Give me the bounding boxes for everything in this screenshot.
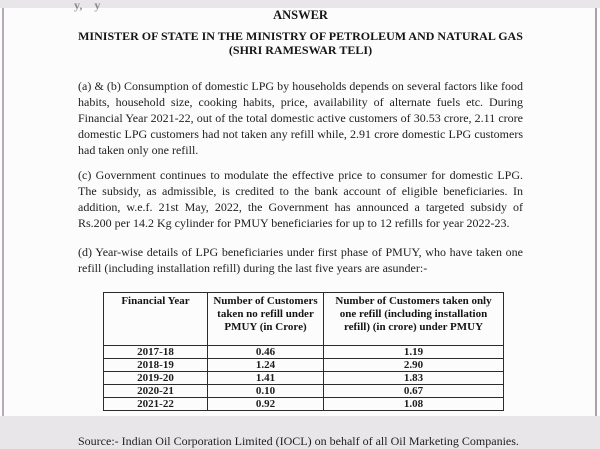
scan-edge-right xyxy=(595,8,597,416)
table-cell-year: 2020-21 xyxy=(104,385,208,398)
table-cell-one-refill: 2.90 xyxy=(324,359,504,372)
table-cell-one-refill: 1.19 xyxy=(324,346,504,359)
table-cell-year: 2019-20 xyxy=(104,372,208,385)
table-header-row xyxy=(104,293,504,346)
minister-heading-line2: (SHRI RAMESWAR TELI) xyxy=(228,42,373,57)
paragraph-d: (d) Year-wise details of LPG beneficiaries under first phase of PMUY, who have taken one refill (including installation refill) during the last five years are asunder:- xyxy=(78,245,523,275)
table-row xyxy=(104,359,504,372)
table-row xyxy=(104,398,504,411)
paragraph-a-b: (a) & (b) Consumption of domestic LPG by households depends on several factors like food habits, household size, cooking habits, price, availability of alternate fuels etc. During Financial Year 2021-22, out of the total domestic active customers of 30.53 crore, 2.11 crore domestic LPG customers had not taken any refill while, 2.91 crore domestic LPG customers had taken only one refill. xyxy=(78,79,523,157)
table-header-financial-year: Financial Year xyxy=(104,293,208,346)
table-header-one-refill: Number of Customers taken only one refill (including installation refill) (in crore) under PMUY xyxy=(324,293,504,346)
clipped-text-fragment: y, y xyxy=(74,0,101,12)
scan-edge-left xyxy=(2,8,4,416)
minister-heading xyxy=(78,30,523,57)
paragraph-c: (c) Government continues to modulate the effective price to consumer for domestic LPG. The subsidy, as admissible, is credited to the bank account of eligible beneficiaries. In addition, w.e.f. 21st May, 2022, the Government has announced a targeted subsidy of Rs.200 per 14.2 Kg cylinder for PMUY beneficiaries for up to 12 refills for year 2022-23. xyxy=(78,168,523,230)
table-cell-one-refill: 0.67 xyxy=(324,385,504,398)
minister-heading-line1: MINISTER OF STATE IN THE MINISTRY OF PETROLEUM AND NATURAL GAS xyxy=(78,29,523,43)
source-note: Source:- Indian Oil Corporation Limited (IOCL) on behalf of all Oil Marketing Companies. xyxy=(78,434,519,448)
pmuy-refill-table xyxy=(103,292,504,411)
table-header-no-refill: Number of Customers taken no refill under PMUY (in Crore) xyxy=(208,293,324,346)
table-cell-year: 2018-19 xyxy=(104,359,208,372)
table-cell-no-refill: 1.41 xyxy=(208,372,324,385)
document-content xyxy=(0,8,600,449)
table-cell-no-refill: 1.24 xyxy=(208,359,324,372)
table-cell-year: 2021-22 xyxy=(104,398,208,411)
table-cell-no-refill: 0.92 xyxy=(208,398,324,411)
table-row xyxy=(104,385,504,398)
table-cell-one-refill: 1.83 xyxy=(324,372,504,385)
table-cell-one-refill: 1.08 xyxy=(324,398,504,411)
table-cell-year: 2017-18 xyxy=(104,346,208,359)
table-row xyxy=(104,372,504,385)
answer-heading: ANSWER xyxy=(273,8,328,22)
table-cell-no-refill: 0.46 xyxy=(208,346,324,359)
table-cell-no-refill: 0.10 xyxy=(208,385,324,398)
table-row xyxy=(104,346,504,359)
clipped-text-artifact xyxy=(74,0,144,13)
